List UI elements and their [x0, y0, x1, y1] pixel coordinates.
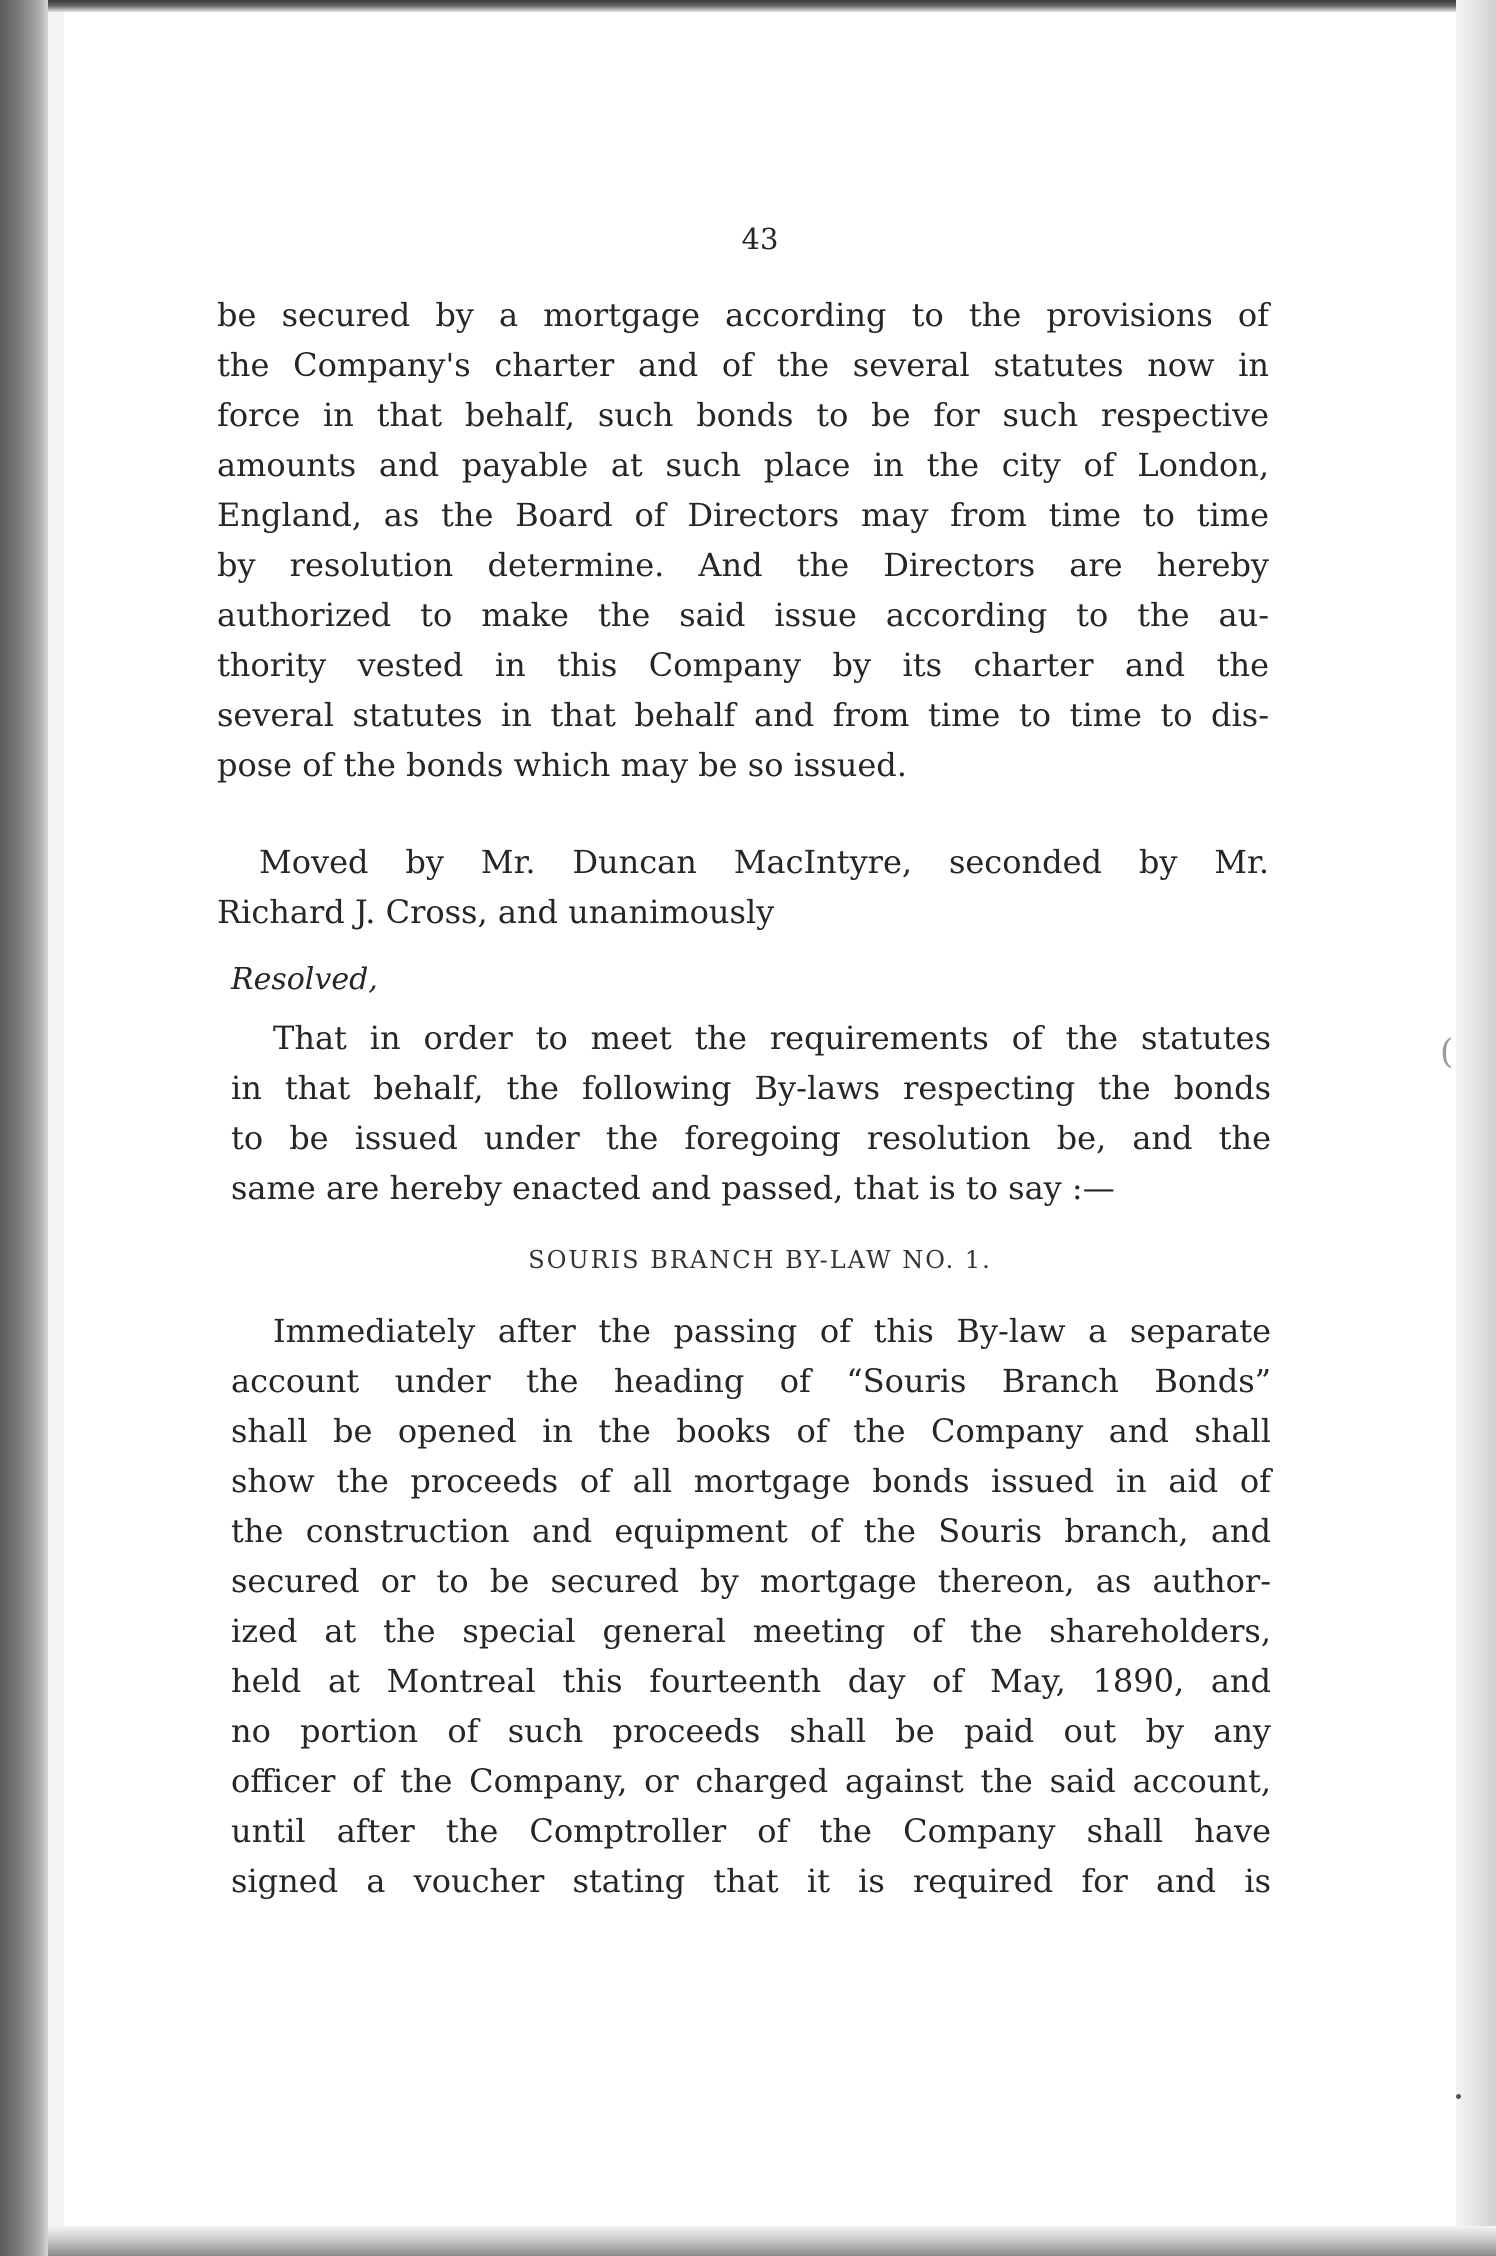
resolved-label: Resolved, [231, 962, 378, 997]
page-number: 43 [741, 222, 779, 256]
text-line: the construction and equipment of the Souris branch, and [231, 1512, 1271, 1550]
text-line: shall be opened in the books of the Company and shall [231, 1412, 1271, 1450]
text-line: several statutes in that behalf and from time to time to dis- [217, 696, 1269, 734]
text-line: ized at the special general meeting of the shareholders, [231, 1612, 1271, 1650]
text-line: held at Montreal this fourteenth day of May, 1890, and [231, 1662, 1271, 1700]
page-right-edge [1456, 0, 1496, 2256]
text-line: thority vested in this Company by its charter and the [217, 646, 1269, 684]
text-line: in that behalf, the following By-laws respecting the bonds [231, 1069, 1271, 1107]
bylaw-heading: SOURIS BRANCH BY-LAW NO. 1. [528, 1246, 992, 1274]
text-line: be secured by a mortgage according to the provisions of [217, 296, 1269, 334]
text-line: by resolution determine. And the Directors are hereby [217, 546, 1269, 584]
page-top-edge [0, 0, 1496, 12]
text-line: pose of the bonds which may be so issued. [217, 746, 907, 784]
text-line: account under the heading of “Souris Branch Bonds” [231, 1362, 1271, 1400]
text-line: Immediately after the passing of this By-law a separate [273, 1312, 1271, 1350]
paragraph-resolution [231, 1013, 1271, 1213]
text-line: same are hereby enacted and passed, that is to say :— [231, 1169, 1115, 1207]
text-line: show the proceeds of all mortgage bonds issued in aid of [231, 1462, 1271, 1500]
text-line: That in order to meet the requirements of the statutes [273, 1019, 1271, 1057]
text-line: authorized to make the said issue according to the au- [217, 596, 1269, 634]
text-line: Richard J. Cross, and unanimously [217, 893, 775, 931]
text-line: signed a voucher stating that it is required for and is [231, 1862, 1271, 1900]
text-line: Moved by Mr. Duncan MacIntyre, seconded by Mr. [259, 843, 1269, 881]
book-binding-shadow [0, 0, 48, 2256]
paragraph-bylaw [231, 1306, 1271, 1906]
text-line: to be issued under the foregoing resolution be, and the [231, 1119, 1271, 1157]
ink-dot [1456, 2094, 1461, 2099]
paragraph-bond-issue [217, 290, 1269, 790]
page-bottom-edge [48, 2226, 1496, 2256]
text-line: officer of the Company, or charged against the said account, [231, 1762, 1271, 1800]
text-line: force in that behalf, such bonds to be for such respective [217, 396, 1269, 434]
margin-mark: ( [1440, 1032, 1454, 1072]
text-line: no portion of such proceeds shall be paid out by any [231, 1712, 1271, 1750]
text-line: the Company's charter and of the several statutes now in [217, 346, 1269, 384]
text-line: until after the Comptroller of the Company shall have [231, 1812, 1271, 1850]
document-page [64, 12, 1456, 2226]
text-line: secured or to be secured by mortgage thereon, as author- [231, 1562, 1271, 1600]
paragraph-motion [217, 837, 1269, 937]
text-line: England, as the Board of Directors may from time to time [217, 496, 1269, 534]
text-line: amounts and payable at such place in the city of London, [217, 446, 1269, 484]
